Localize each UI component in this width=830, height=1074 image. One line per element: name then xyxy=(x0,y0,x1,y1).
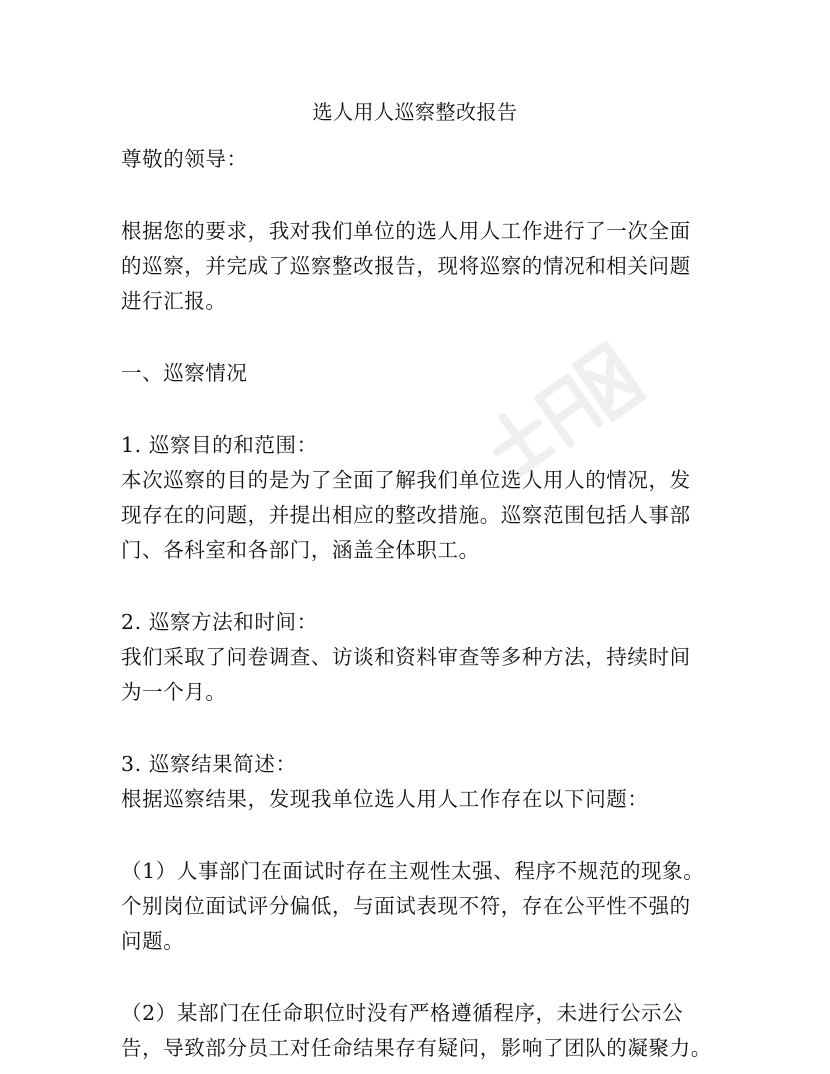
paragraph-gap xyxy=(121,319,723,356)
body-line: 根据巡察结果，发现我单位选人用人工作存在以下问题： xyxy=(121,787,649,811)
body-line: 我们采取了问卷调查、访谈和资料审查等多种方法，持续时间 xyxy=(121,645,691,669)
problem-line: 个别岗位面试评分偏低，与面试表现不符，存在公平性不强的 xyxy=(121,894,691,918)
paragraph-gap xyxy=(121,959,723,996)
document-title: 选人用人巡察整改报告 xyxy=(312,100,518,124)
body-line: 本次巡察的目的是为了全面了解我们单位选人用人的情况，发 xyxy=(121,468,691,492)
problem-line: （2）某部门在任命职位时没有严格遵循程序，未进行公示公 xyxy=(121,1001,684,1025)
paragraph-gap xyxy=(121,391,723,428)
paragraph-gap xyxy=(121,710,723,747)
problem-line: （1）人事部门在面试时存在主观性太强、程序不规范的现象。 xyxy=(121,859,705,883)
paragraph-gap xyxy=(121,817,723,854)
paragraph-gap xyxy=(121,568,723,605)
document-body xyxy=(121,142,723,1066)
section-heading: 一、巡察情况 xyxy=(121,361,248,385)
body-line: 现存在的问题，并提出相应的整改措施。巡察范围包括人事部 xyxy=(121,503,691,527)
subsection-heading: 3. 巡察结果简述： xyxy=(121,752,297,776)
problem-line: 问题。 xyxy=(121,929,185,953)
subsection-heading: 2. 巡察方法和时间： xyxy=(121,610,318,634)
problem-line: 告，导致部分员工对任命结果存有疑问，影响了团队的凝聚力。 xyxy=(121,1036,712,1060)
body-line: 为一个月。 xyxy=(121,680,227,704)
intro-line: 的巡察，并完成了巡察整改报告，现将巡察的情况和相关问题 xyxy=(121,254,691,278)
intro-line: 根据您的要求，我对我们单位的选人用人工作进行了一次全面 xyxy=(121,219,691,243)
body-line: 门、各科室和各部门，涵盖全体职工。 xyxy=(121,538,480,562)
subsection-heading: 1. 巡察目的和范围： xyxy=(121,433,318,457)
greeting: 尊敬的领导： xyxy=(121,147,248,171)
paragraph-gap xyxy=(121,177,723,214)
intro-line: 进行汇报。 xyxy=(121,289,227,313)
